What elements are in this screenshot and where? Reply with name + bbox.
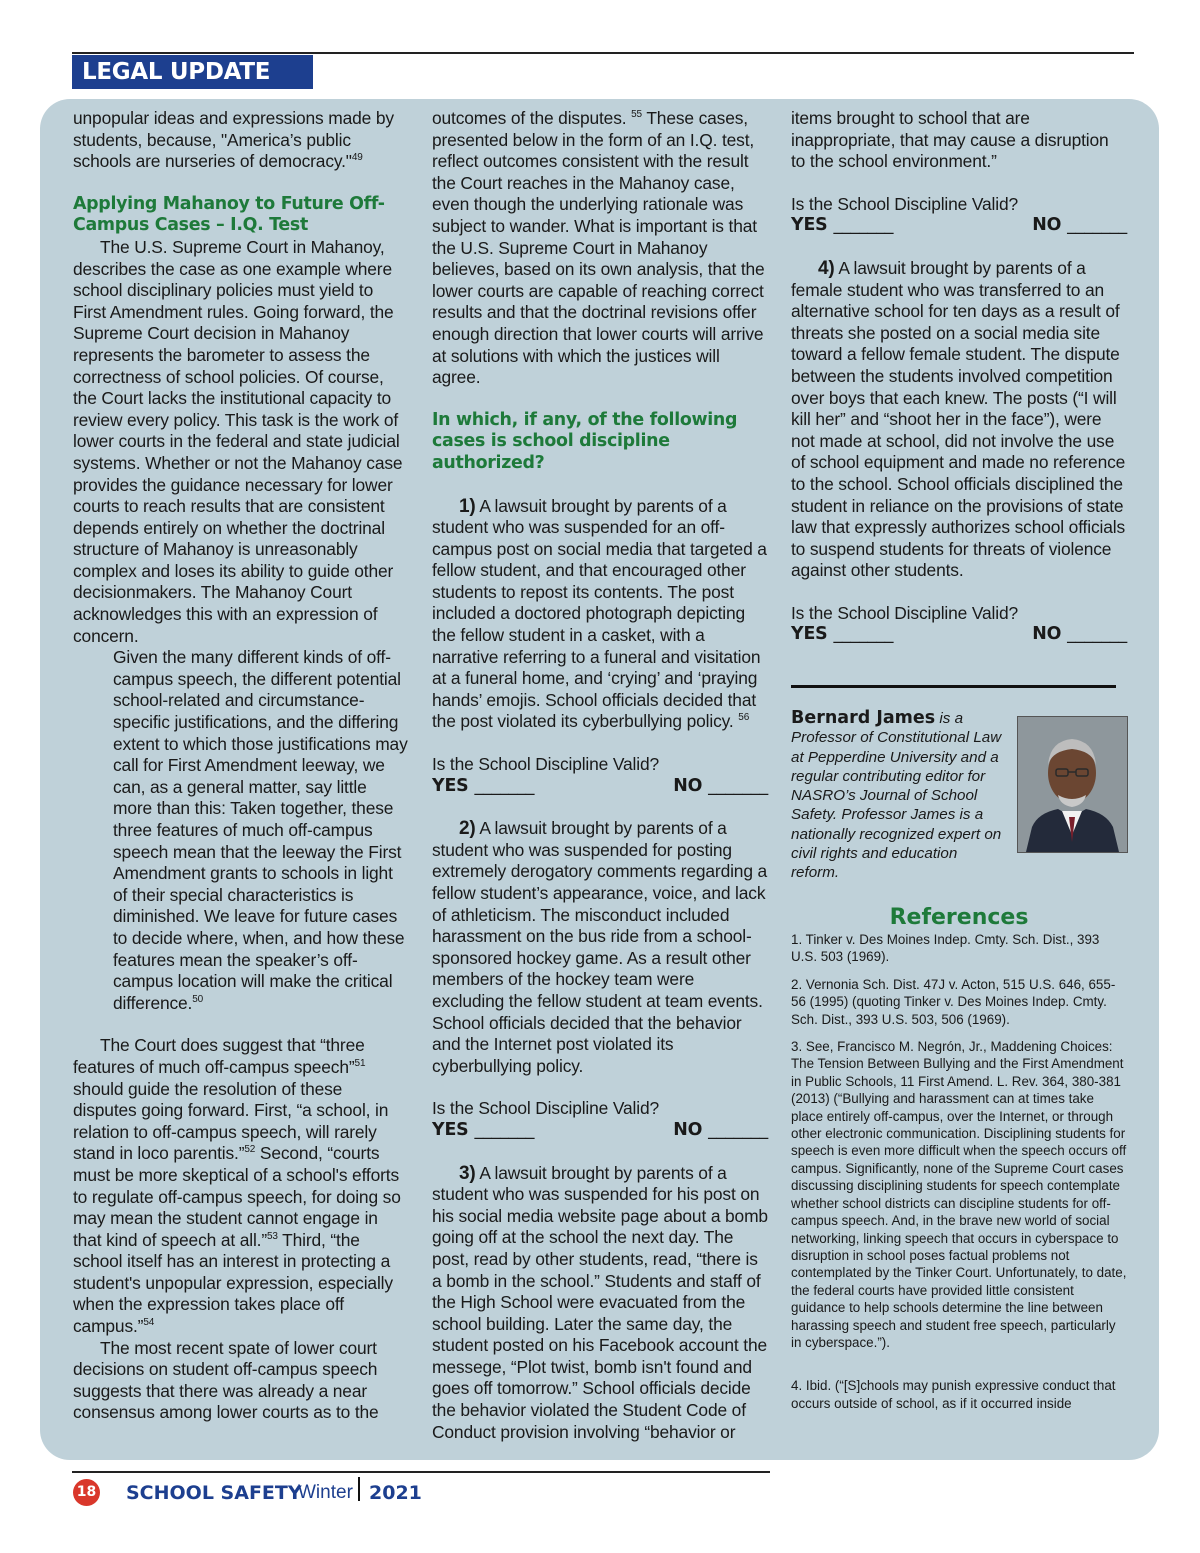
author-name: Bernard James: [791, 708, 936, 728]
block-quote: Given the many different kinds of off-campus speech, the different potential school-related and circumstance-specific justifications, and the differing extent to which those justifications may call for First Amendment leeway, we can, as a general matter, say little more than this: Taken together, these three features of much off-campus speech mean that the leeway the First Amendment grants to schools in light of their special characteristics is diminished. We leave for future cases to decide where, when, and how these features mean the speaker’s off-campus location will make the critical difference.$^{50}$: [113, 647, 408, 1013]
no-option[interactable]: NO _______: [673, 775, 768, 796]
section-heading: Applying Mahanoy to Future Off-Campus Cases – I.Q. Test: [73, 193, 385, 236]
references-title: References: [889, 905, 1029, 930]
paragraph: The most recent spate of lower court decisions on student off-campus speech suggests that there was already a near consensus among lower courts as to the: [73, 1337, 379, 1423]
top-rule: [72, 52, 1134, 54]
author-portrait-icon: [1018, 717, 1127, 852]
references-list: [791, 931, 1127, 1422]
paragraph: The Court does suggest that “three features of much off-campus speech”$^{51}$ should guide the resolution of these disputes going forward. First, “a school, in relation to off-campus speech, will rarely stand in loco parentis.”$^{52}$ Second, “courts must be more skeptical of a school's efforts to regulate off-campus speech, for doing so may mean the student cannot engage in that kind of speech at all.”$^{53}$ Third, “the school itself has an interest in protecting a student's unpopular expression, especially when the expression takes place off campus.”$^{54}$: [73, 1035, 401, 1337]
case-2: 2) A lawsuit brought by parents of a student who was suspended for posting extremely derogatory comments regarding a fellow student’s appearance, voice, and lack of athleticism. The misconduct included harassment on the bus ride from a school-sponsored hockey game. As a result other members of the hockey team were excluding the fellow student at team events. School officials decided that the behavior and the Internet post violated its cyberbullying policy.: [432, 818, 768, 1076]
quiz-question: Is the School Discipline Valid?: [791, 602, 1019, 623]
no-option[interactable]: NO _______: [1032, 215, 1127, 236]
case-1: 1) A lawsuit brought by parents of a student who was suspended for an off-campus post on social media that targeted a fellow student, and that encouraged other students to repost its contents. The post included a doctored photograph depicting the fellow student in a casket, with a narrative referring to a funeral and visitation at a funeral home, and ‘crying’ and ‘praying hands’ emojis. School officials decided that the post violated its cyberbullying policy. $^{56}$: [432, 495, 767, 732]
author-bio: Bernard James is a Professor of Constitutional Law at Pepperdine University and a regular contributing editor for NASRO’s Journal of School Safety. Professor James is a nationally recognized expert on civil rights and education reform.: [791, 708, 1002, 882]
column-2: [432, 108, 768, 1443]
reference-item: 4. Ibid. (“[S]chools may punish expressive conduct that occurs outside of school, as if it occurred inside: [791, 1378, 1116, 1411]
quiz-question: Is the School Discipline Valid?: [791, 193, 1019, 214]
reference-item: 3. See, Francisco M. Negrón, Jr., Maddening Choices: The Tension Between Bullying and the First Amendment in Public Schools, 11 First Amend. L. Rev. 364, 380-381 (2013) (“Bullying and harassment can at times take place entirely off-campus, over the Internet, or through other electronic communication. Disciplining students for speech is even more difficult when the speech occurs off campus. Significantly, none of the Supreme Court cases discussing disciplining students for speech contemplate whether school districts can discipline students for off-campus speech. And, in the brave new world of social networking, linking speech that occurs in cyberspace to disruption in school poses factual problems not contemplated by the Tinker Court. Unfortunately, to date, the federal courts have provided little consistent guidance to help schools determine the line between harassing speech and student free speech, particularly in cyberspace.”).: [791, 1039, 1127, 1350]
issue-season: Winter: [298, 1482, 353, 1503]
bio-divider: [791, 685, 1116, 688]
magazine-name: SCHOOL SAFETY: [126, 1482, 302, 1504]
section-tab: LEGAL UPDATE: [72, 55, 313, 89]
paragraph: outcomes of the disputes. $^{55}$ These cases, presented below in the form of an I.Q. test, reflect outcomes consistent with the result the Court reaches in the Mahanoy case, even though the underlying rationale was subject to wander. What is important is that the U.S. Supreme Court in Mahanoy believes, based on its own analysis, that the lower courts are capable of reaching correct results and that the doctrinal revisions offer enough direction that lower courts will arrive at solutions with which the justices will agree.: [432, 108, 765, 388]
quiz-question: Is the School Discipline Valid?: [432, 1098, 660, 1119]
reference-item: 2. Vernonia Sch. Dist. 47J v. Acton, 515 U.S. 646, 655-56 (1995) (quoting Tinker v. Des Moines Indep. Cmty. Sch. Dist., 393 U.S. 503, 506 (1969).: [791, 976, 1116, 1027]
case-3: 3) A lawsuit brought by parents of a student who was suspended for his post on his social media website page about a bomb going off at the school the next day. The post, read by other students, read, “there is a bomb in the school.” Students and staff of the High School were evacuated from the school building. Later the same day, the student posted on his Facebook account the messege, “Plot twist, bomb isn't found and goes off tomorrow.” School officials decide the behavior violated the Student Code of Conduct provision involving “behavior or: [432, 1162, 768, 1442]
no-option[interactable]: NO _______: [673, 1119, 768, 1140]
yes-option[interactable]: YES _______: [791, 624, 894, 645]
yes-no-answer[interactable]: [791, 215, 1127, 237]
paragraph: The U.S. Supreme Court in Mahanoy, describes the case as one example where school disciplinary policies must yield to First Amendment rules. Going forward, the Supreme Court decision in Mahanoy represents the barometer to assess the correctness of school policies. Of course, the Court lacks the institutional capacity to review every policy. This task is the work of lower courts in the federal and state judicial systems. Whether or not the Mahanoy case provides the guidance necessary for lower courts to reach results that are consistent depends entirely on whether the doctrinal structure of Mahanoy is unreasonably complex and loses its ability to guide other decisionmakers. The Mahanoy Court acknowledges this with an expression of concern.: [73, 236, 403, 646]
yes-no-answer[interactable]: [432, 776, 768, 798]
quiz-question: Is the School Discipline Valid?: [432, 754, 660, 775]
no-option[interactable]: NO _______: [1032, 624, 1127, 645]
column-1: [73, 108, 409, 1424]
column-3: [791, 108, 1127, 646]
quiz-heading: In which, if any, of the following cases is school discipline authorized?: [432, 409, 738, 473]
issue-year: 2021: [369, 1482, 422, 1504]
footer-separator: [358, 1477, 360, 1501]
case-4: 4) A lawsuit brought by parents of a female student who was transferred to an alternative school for ten days as a result of threats she posted on a social media site toward a fellow female student. The dispute between the students involved competition over boys that each knew. The posts (“I will kill her” and “shoot her in the face”), were not made at school, did not involve the use of school equipment and made no reference to the school. School officials disciplined the student in reliance on the provisions of state law that expressly authorizes school officials to suspend students for threats of violence against other students.: [791, 257, 1126, 581]
yes-option[interactable]: YES _______: [432, 775, 535, 796]
paragraph: unpopular ideas and expressions made by students, because, "America’s public schools are nurseries of democracy."$^{49}$: [73, 108, 394, 172]
yes-option[interactable]: YES _______: [432, 1119, 535, 1140]
yes-no-answer[interactable]: [432, 1120, 768, 1142]
paragraph: items brought to school that are inappropriate, that may cause a disruption to the school environment.”: [791, 108, 1109, 172]
yes-no-answer[interactable]: [791, 624, 1127, 646]
reference-item: 1. Tinker v. Des Moines Indep. Cmty. Sch. Dist., 393 U.S. 503 (1969).: [791, 932, 1100, 965]
footer-rule: [72, 1471, 770, 1473]
yes-option[interactable]: YES _______: [791, 215, 894, 236]
page-number: 18: [73, 1479, 100, 1506]
author-photo: [1017, 716, 1128, 853]
